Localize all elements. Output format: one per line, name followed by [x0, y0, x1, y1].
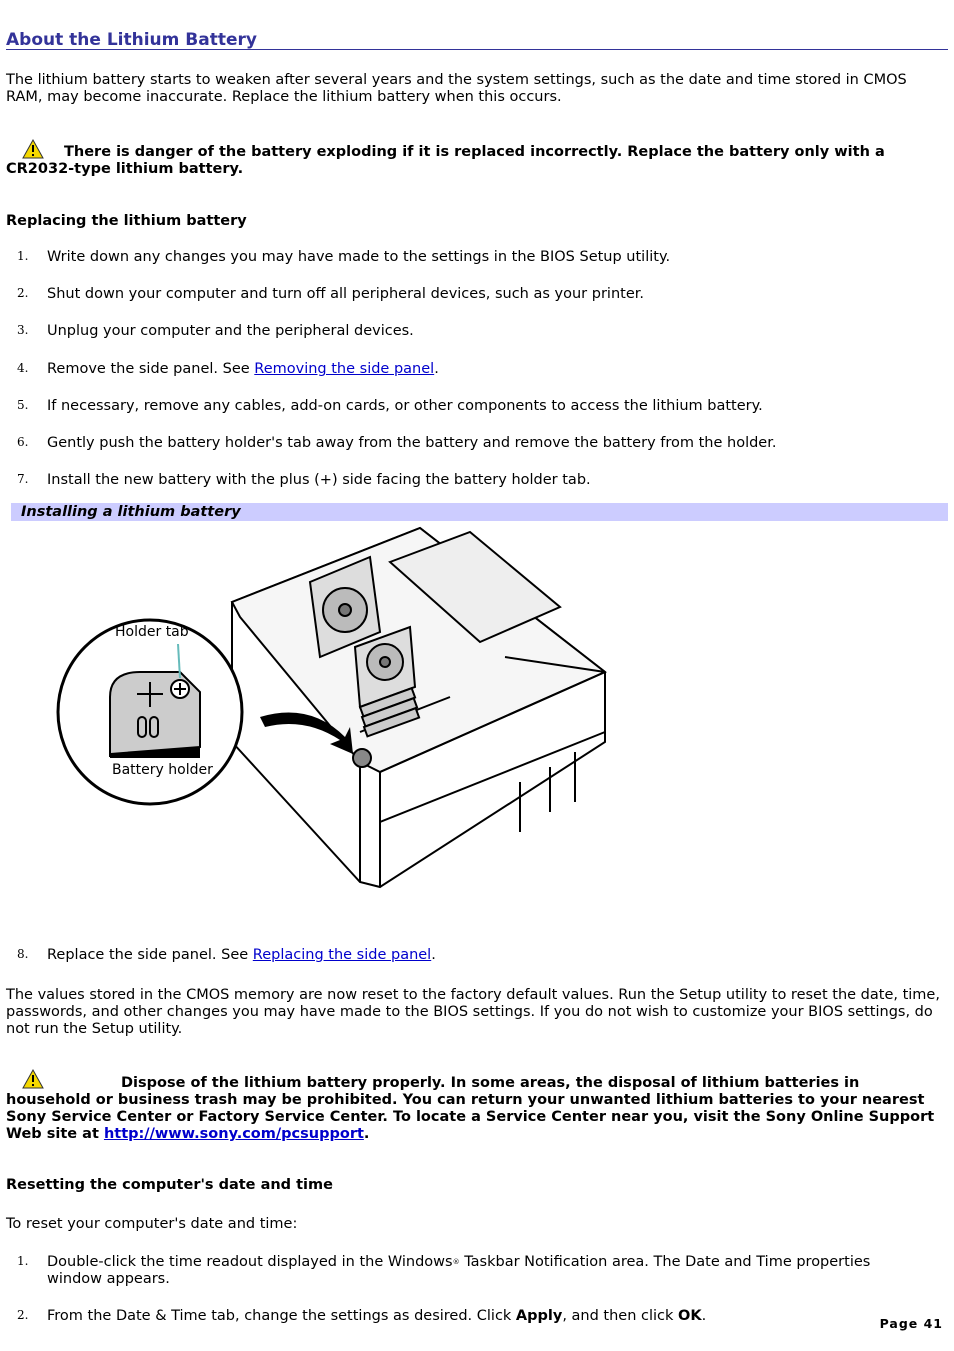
step-number: 2. [17, 1308, 29, 1322]
holder-tab-label: Holder tab [115, 624, 189, 640]
step-text [47, 361, 927, 378]
cmos-paragraph: The values stored in the CMOS memory are now reset to the factory default values. Run the Setup utility to reset the date, time, passwords, and other changes you may have made to the BIOS settings. If you do not wish to customize your BIOS settings, do not run the Setup utility. [6, 987, 940, 1037]
step-number: 6. [17, 435, 29, 449]
step-number: 8. [17, 947, 29, 961]
step-number: 3. [17, 323, 29, 337]
step-text: Unplug your computer and the peripheral devices. [47, 323, 414, 339]
sony-support-link[interactable]: http://www.sony.com/pcsupport [103, 1126, 364, 1142]
page-number: Page 41 [879, 1316, 943, 1331]
step-number: 2. [17, 286, 29, 300]
section-intro: To reset your computer's date and time: [6, 1216, 298, 1232]
warning-text: There is danger of the battery exploding if it is replaced incorrectly. Replace the battery only with a CR2032-type lithium battery. [6, 144, 885, 177]
step-number: 1. [17, 1254, 29, 1268]
step-text [47, 947, 927, 964]
step-text-post: . [701, 1308, 707, 1324]
step-number: 5. [17, 398, 29, 412]
step-text-pre: Replace the side panel. See [47, 947, 253, 963]
disposal-warning-text: Dispose of the lithium battery properly. In some areas, the disposal of lithium batteries in household or business trash may be prohibited. You can return your unwanted lithium batteries to your nearest Sony Service Center or Factory Service Center. To locate a Service Center near you, visit the Sony Online Support Web site at [6, 1075, 935, 1142]
step-number: 7. [17, 472, 29, 486]
step-text: Write down any changes you may have made to the settings in the BIOS Setup utility. [47, 249, 671, 265]
battery-installation-figure [50, 522, 615, 892]
disposal-warning [6, 1075, 946, 1143]
step-text [47, 1308, 867, 1325]
step-text-pre: From the Date & Time tab, change the settings as desired. Click [47, 1308, 516, 1324]
battery-holder-label: Battery holder [112, 762, 213, 778]
step-number: 1. [17, 249, 29, 263]
intro-paragraph: The lithium battery starts to weaken after several years and the system settings, such as the date and time stored in CMOS RAM, may become inaccurate. Replace the lithium battery when this occurs. [6, 72, 907, 105]
registered-mark: ® [452, 1258, 460, 1266]
section-heading-resetting: Resetting the computer's date and time [6, 1177, 333, 1193]
step-text: If necessary, remove any cables, add-on cards, or other components to access the lithium battery. [47, 398, 763, 414]
removing-side-panel-link[interactable]: Removing the side panel [254, 361, 435, 377]
disposal-warning-post: . [363, 1126, 370, 1142]
step-text [47, 1254, 927, 1288]
step-text: Gently push the battery holder's tab away from the battery and remove the battery from the holder. [47, 435, 777, 451]
step-text-post: . [434, 361, 439, 377]
ok-label: OK [678, 1308, 702, 1324]
step-text-post: . [431, 947, 436, 963]
step-text-mid: , and then click [562, 1308, 679, 1324]
section-heading-replacing: Replacing the lithium battery [6, 213, 247, 229]
step-number: 4. [17, 361, 29, 375]
step-text: Shut down your computer and turn off all peripheral devices, such as your printer. [47, 286, 644, 302]
figure-caption: Installing a lithium battery [11, 503, 948, 521]
step-text-pre: Remove the side panel. See [47, 361, 255, 377]
step-text-post: Taskbar Notification area. The Date and Time properties window appears. [47, 1254, 871, 1287]
step-text: Install the new battery with the plus (+) side facing the battery holder tab. [47, 472, 591, 488]
step-text-pre: Double-click the time readout displayed in the Windows [47, 1254, 453, 1270]
page-title: About the Lithium Battery [6, 30, 948, 50]
apply-label: Apply [515, 1308, 563, 1324]
replacing-side-panel-link[interactable]: Replacing the side panel [252, 947, 432, 963]
